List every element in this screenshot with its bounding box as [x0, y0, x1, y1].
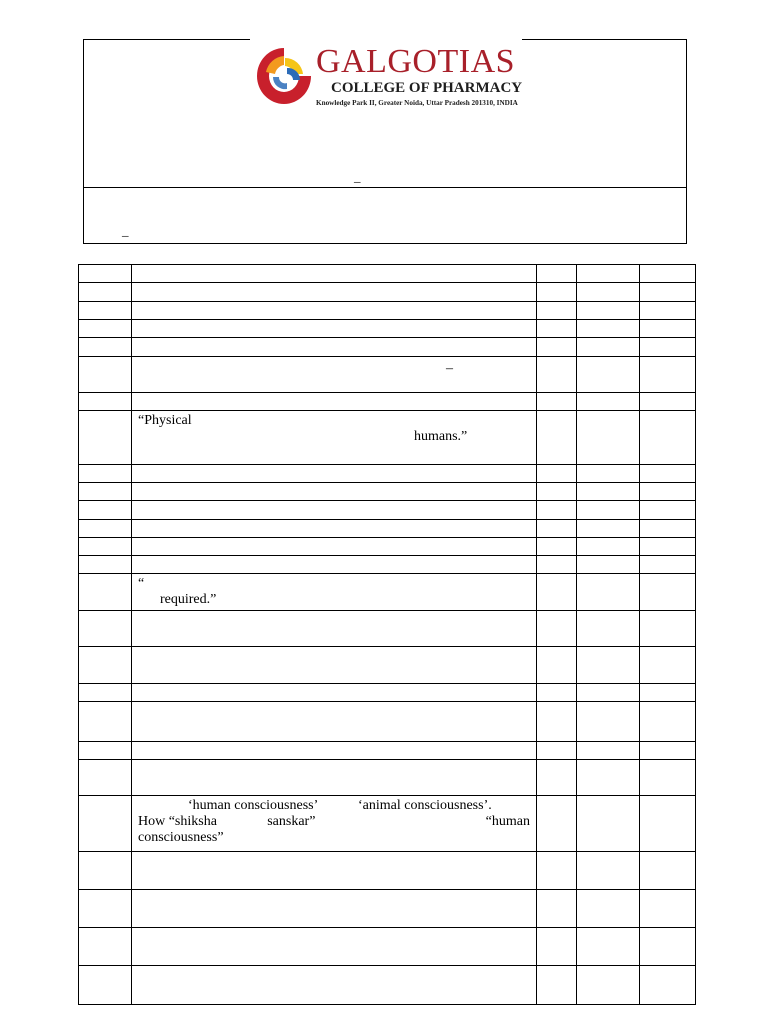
- table-row: [79, 701, 696, 741]
- table-row: [79, 302, 696, 320]
- college-emblem-icon: [253, 44, 315, 108]
- question-line-2: [138, 814, 530, 830]
- table-row: [79, 465, 696, 483]
- table-row: [79, 320, 696, 338]
- table-row: [79, 647, 696, 683]
- header-divider: [84, 187, 686, 188]
- question-line-1: [138, 798, 530, 814]
- table-row: [79, 683, 696, 701]
- table-row: [79, 356, 696, 392]
- table-row: [79, 283, 696, 302]
- table-header-row: [79, 265, 696, 283]
- table-row: [79, 611, 696, 647]
- table-row: [79, 555, 696, 573]
- table-row: [79, 760, 696, 796]
- table-row: [79, 483, 696, 501]
- header-dash-top: _: [354, 169, 361, 184]
- question-human: “human: [485, 814, 530, 830]
- question-consciousness: consciousness”: [138, 830, 224, 846]
- question-text-required: required.”: [160, 591, 217, 607]
- table-row: [79, 338, 696, 356]
- table-row: [79, 501, 696, 519]
- table-row: [79, 796, 696, 851]
- question-text-humans: humans.”: [414, 428, 468, 444]
- question-sanskar: sanskar”: [267, 814, 316, 830]
- table-row: [79, 392, 696, 410]
- table-row: [79, 410, 696, 464]
- table-row: [79, 851, 696, 889]
- table-row: [79, 519, 696, 537]
- college-name: GALGOTIAS: [316, 43, 516, 80]
- question-table: [78, 264, 696, 1005]
- term-human-consciousness: ‘human consciousness’: [188, 798, 319, 814]
- header-dash-bottom: _: [122, 223, 129, 238]
- table-row: [79, 889, 696, 927]
- table-row: [79, 928, 696, 966]
- college-logo: [253, 44, 523, 110]
- table-row: [79, 966, 696, 1005]
- college-address: Knowledge Park II, Greater Noida, Uttar Pradesh 201310, INDIA: [316, 99, 518, 107]
- question-text-physical: “Physical: [138, 412, 192, 428]
- question-how-shiksha: How “shiksha: [138, 814, 217, 830]
- table-row: [79, 537, 696, 555]
- question-open-quote: “: [138, 575, 145, 591]
- table-row: [79, 573, 696, 610]
- question-dash: –: [446, 360, 453, 376]
- table-row: [79, 742, 696, 760]
- term-animal-consciousness: ‘animal consciousness’.: [358, 798, 492, 814]
- college-subtitle: COLLEGE OF PHARMACY: [331, 80, 523, 96]
